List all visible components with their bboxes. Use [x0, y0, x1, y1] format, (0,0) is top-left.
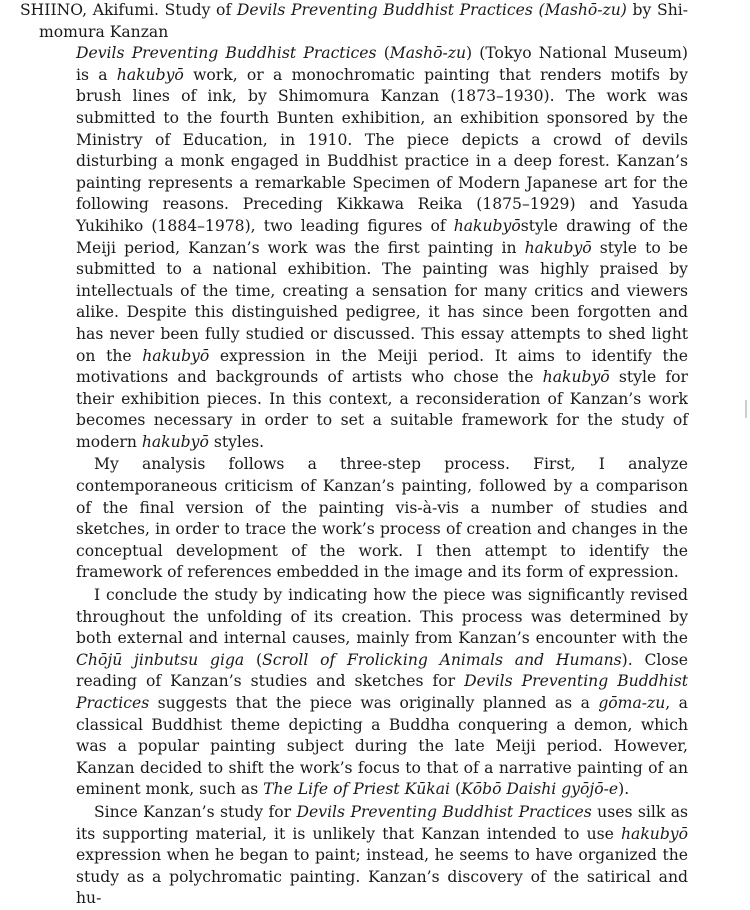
article-heading: [20, 0, 688, 43]
heading-by-line: by Shimomura Kanzan: [39, 1, 688, 41]
text-run: uses silk as its supporting material, it is unlikely that Kanzan intended to use: [76, 802, 688, 843]
text-run: Since Kanzan’s study for: [94, 802, 297, 821]
italic-run: hakubyō: [142, 346, 210, 365]
paragraph: [76, 802, 688, 910]
text-run: My analysis follows a three-step process. First, I analyze contemporaneous criticism of Kanzan’s painting, followed by a comparison of the final version of the painting vis-à-vis a number of studies and sketches, in order to trace the work’s process of creation and changes in the conceptual development of the work. I then attempt to identify the framework of references embedded in the image and its form of expression.: [76, 455, 688, 582]
paragraph: [76, 585, 688, 801]
italic-run: hakubyō: [116, 65, 184, 84]
text-run: expression in the Meiji period. It aims to identify the motivations and backgrounds of artists who chose the: [76, 346, 688, 387]
text-run: ) (Tokyo National Museum) is a: [76, 44, 689, 84]
italic-run: hakubyō: [524, 238, 592, 257]
italic-run: Mashō-zu: [389, 44, 467, 63]
text-run: style for their exhibition pieces. In this context, a reconsideration of Kanzan’s work becomes necessary in order to set a suitable framework for the study of modern: [76, 368, 688, 451]
text-run: (: [244, 650, 263, 669]
text-run: work, or a monochromatic painting that renders motifs by brush lines of ink, by Shimomura Kanzan (1873–1930). The work was submitted to the fourth Bunten exhibition, an exhibition sponsored by the Ministry of Education, in 1910. The piece depicts a crowd of devils disturbing a monk engaged in Buddhist practice in a deep forest. Kanzan’s painting represents a remarkable Specimen of Modern Japanese art for the following reasons. Preceding Kikkawa Reika (1875–1929) and Yasuda Yukihiko (1884–1978), two leading figures of: [76, 65, 688, 235]
italic-run: The Life of Priest Kūkai: [263, 780, 451, 799]
text-run: I conclude the study by indicating how the piece was significantly revised throughout the unfolding of its creation. This process was determined by both external and internal causes, mainly from Kanzan’s encounter with the: [76, 586, 688, 648]
text-run: expression when he began to paint; instead, he seems to have organized the study as a polychromatic painting. Kanzan’s discovery of the satirical and hu-: [76, 846, 688, 908]
document-page: [20, 0, 688, 910]
italic-run: Devils Preventing Buddhist Practices: [76, 672, 688, 712]
heading-author: SHIINO, Akifumi. Study of: [20, 1, 237, 19]
italic-run: Chōjū jinbutsu giga: [76, 650, 245, 669]
text-run: suggests that the piece was originally planned as a: [149, 694, 599, 712]
italic-run: hakubyō: [620, 824, 688, 843]
italic-run: gōma-zu: [598, 694, 666, 712]
italic-run: hakubyō: [542, 368, 610, 387]
text-run: ). Close reading of Kanzan’s studies and sketches for: [76, 650, 688, 691]
italic-run: Scroll of Frolicking Animals and Humans: [262, 650, 622, 669]
text-run: (: [450, 780, 462, 799]
text-run: style drawing of the Meiji period, Kanzan’s work was the first painting in: [76, 216, 688, 257]
italic-run: Devils Preventing Buddhist Practices: [76, 44, 377, 63]
italic-run: Kōbō Daishi gyōjō-e: [461, 780, 619, 799]
italic-run: hakubyō: [453, 216, 521, 235]
scan-edge-mark: [745, 400, 747, 418]
paragraph: [76, 43, 688, 453]
text-run: (: [376, 44, 390, 63]
text-run: ).: [618, 780, 630, 799]
text-run: styles.: [208, 432, 265, 451]
text-run: , a classical Buddhist theme depicting a Buddha conquering a demon, which was a popular painting subject during the late Meiji period. However, Kanzan decided to shift the work’s focus to that of a narrative painting of an eminent monk, such as: [76, 694, 688, 799]
paragraph: [76, 454, 688, 584]
abstract-body: [76, 43, 688, 910]
heading-work-title: Devils Preventing Buddhist Practices (Mashō-zu): [236, 1, 627, 19]
italic-run: Devils Preventing Buddhist Practices: [296, 802, 592, 821]
text-run: style to be submitted to a national exhibition. The painting was highly praised by intellectuals of the time, creating a sensation for many critics and viewers alike. Despite this distinguished pedigree, it has since been forgotten and has never been fully studied or discussed. This essay attempts to shed light on the: [76, 238, 689, 365]
italic-run: hakubyō: [141, 432, 209, 451]
